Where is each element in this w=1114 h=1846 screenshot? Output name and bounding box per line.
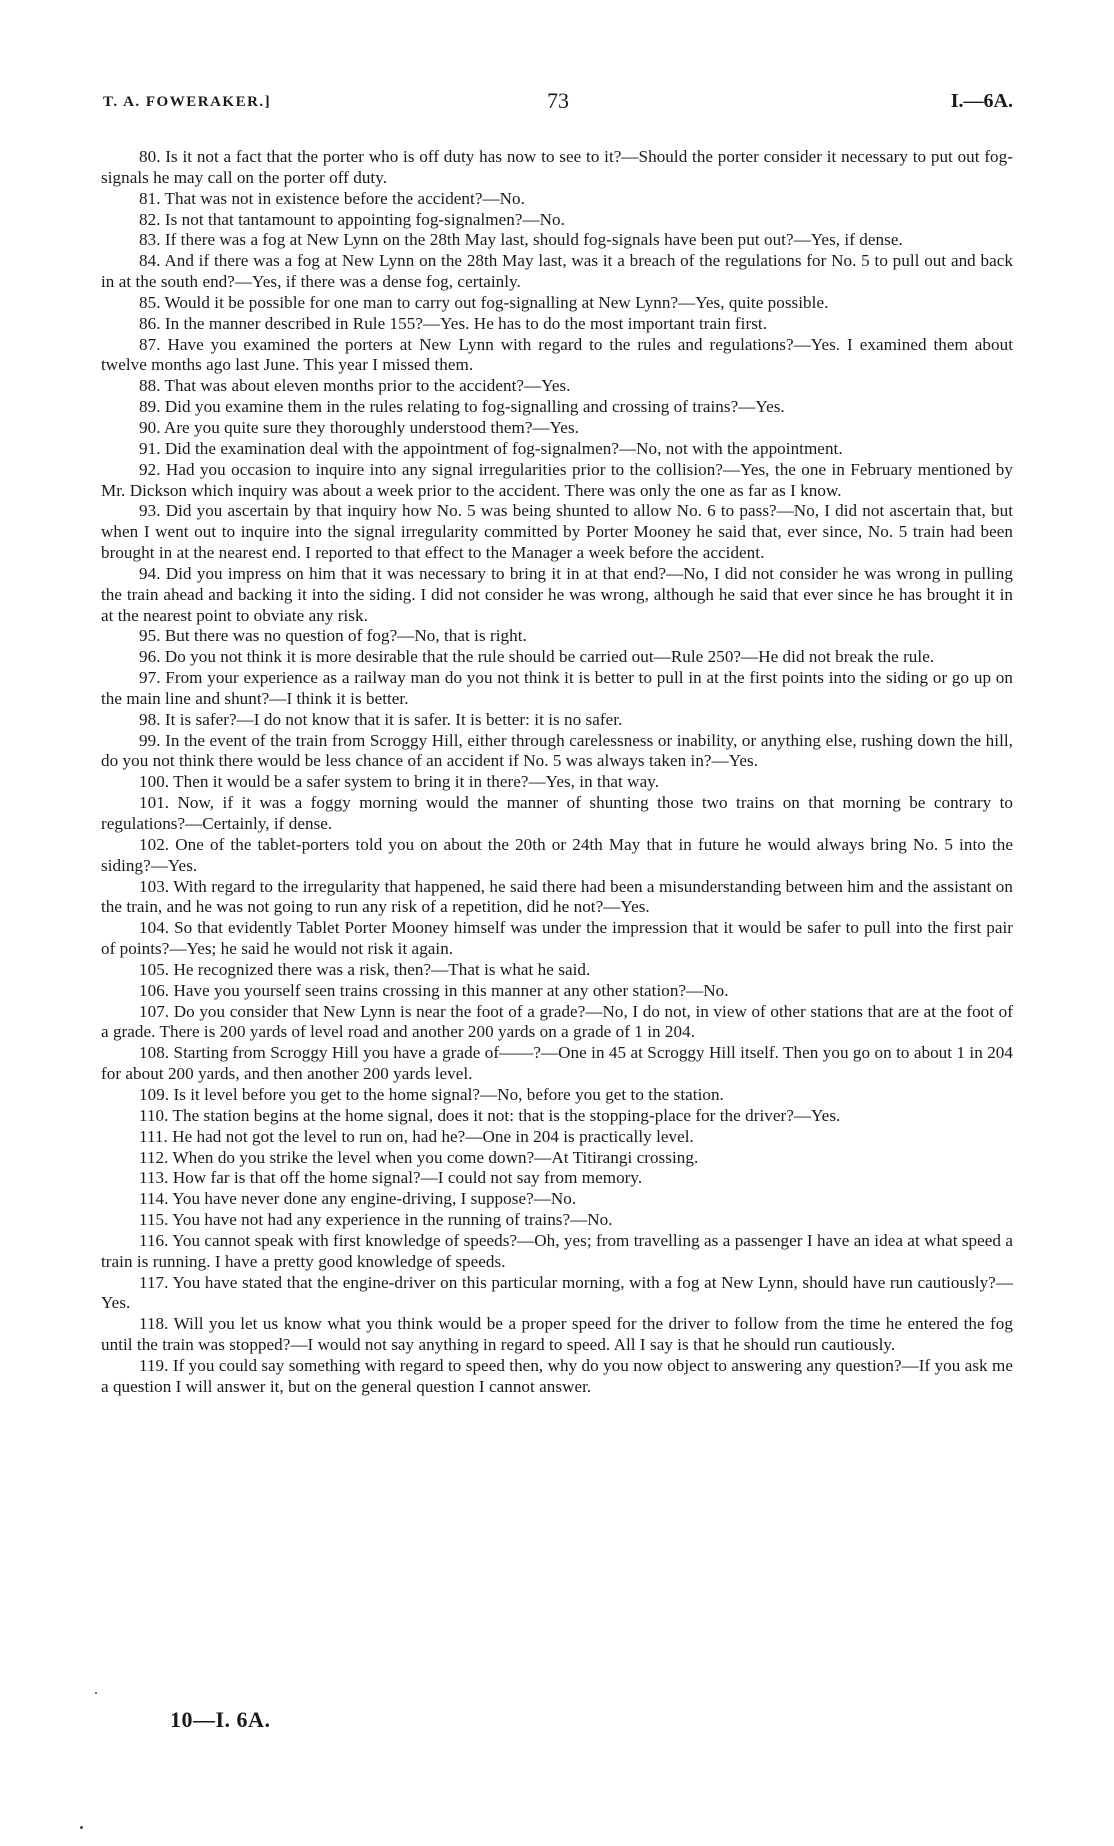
question-number: 115.: [139, 1210, 169, 1230]
question-answer-text: Are you quite sure they thoroughly understood them?—Yes.: [163, 417, 579, 437]
question-answer-paragraph: [101, 668, 1013, 710]
question-answer-text: Did you impress on him that it was necessary to bring it in at that end?—No, I did not consider he was wrong in pulling the train ahead and backing it into the siding. I did not consider he was wrong, although he said that ever since he has brought it in at the nearest point to obviate any risk.: [101, 563, 1014, 625]
question-answer-text: In the manner described in Rule 155?—Yes. He has to do the most important train first.: [164, 313, 768, 333]
question-answer-text: When do you strike the level when you come down?—At Titirangi crossing.: [172, 1147, 699, 1167]
question-answer-text: One of the tablet-porters told you on about the 20th or 24th May that in future he would always bring No. 5 into the siding?—Yes.: [101, 834, 1013, 875]
question-answer-paragraph: [101, 731, 1013, 773]
question-number: 112.: [139, 1147, 169, 1167]
question-number: 109.: [139, 1084, 170, 1104]
question-answer-paragraph: [101, 918, 1013, 960]
question-answer-text: It is safer?—I do not know that it is safer. It is better: it is no safer.: [164, 709, 623, 729]
question-answer-text: Had you occasion to inquire into any signal irregularities prior to the collision?—Yes, the one in February mentioned by Mr. Dickson which inquiry was about a week prior to the accident. There was only the one as far as I know.: [101, 459, 1013, 500]
question-number: 108.: [139, 1043, 170, 1063]
question-answer-paragraph: [101, 626, 1013, 647]
question-number: 83.: [139, 230, 161, 250]
question-number: 99.: [139, 730, 161, 750]
question-answer-text: From your experience as a railway man do you not think it is better to pull in at the first points into the siding or go up on the main line and shunt?—I think it is better.: [101, 668, 1013, 708]
question-answer-paragraph: [101, 1168, 1013, 1189]
question-answer-paragraph: [101, 1002, 1013, 1044]
question-answer-text: If you could say something with regard to speed then, why do you now object to answering any question?—If you ask me a question I will answer it, but on the general question I cannot answer.: [101, 1355, 1013, 1396]
question-number: 86.: [139, 313, 161, 333]
question-answer-paragraph: [101, 960, 1013, 981]
question-number: 90.: [139, 417, 161, 437]
question-answer-text: Do you not think it is more desirable that the rule should be carried out—Rule 250?—He did not break the rule.: [164, 647, 935, 667]
question-answer-paragraph: [101, 335, 1013, 377]
question-answer-paragraph: [101, 772, 1013, 793]
question-answer-text: Now, if it was a foggy morning would the manner of shunting those two trains on that morning be contrary to regulations?—Certainly, if dense.: [101, 793, 1013, 833]
question-number: 102.: [139, 834, 170, 854]
question-answer-text: Did you ascertain by that inquiry how No. 5 was being shunted to allow No. 6 to pass?—No, I did not ascertain that, but when I went out to inquire into the signal irregularity committed by Porter Mooney he said that, ever since, No. 5 train had been brought in at the nearest end. I reported to that effect to the Manager a week before the accident.: [101, 501, 1013, 563]
question-answer-paragraph: [101, 1210, 1013, 1231]
question-answer-paragraph: [101, 1043, 1013, 1085]
question-number: 92.: [139, 459, 161, 479]
question-answer-paragraph: [101, 1314, 1013, 1356]
question-number: 97.: [139, 668, 161, 688]
question-answer-paragraph: [101, 710, 1013, 731]
question-answer-paragraph: [101, 835, 1013, 877]
document-reference: I.—6A.: [950, 90, 1013, 112]
question-answer-text: Is it level before you get to the home signal?—No, before you get to the station.: [173, 1084, 724, 1104]
question-answer-paragraph: [101, 1356, 1013, 1398]
question-number: 105.: [139, 959, 170, 979]
question-answer-paragraph: [101, 293, 1013, 314]
question-answer-text: Is it not a fact that the porter who is off duty has now to see to it?—Should the porter consider it necessary to put out fog-signals he may call on the porter off duty.: [101, 147, 1013, 187]
question-number: 94.: [139, 563, 161, 583]
question-number: 114.: [139, 1189, 169, 1209]
question-answer-paragraph: [101, 189, 1013, 210]
question-answer-text: Then it would be a safer system to bring it in there?—Yes, in that way.: [173, 772, 660, 792]
question-answer-text: Would it be possible for one man to carry out fog-signalling at New Lynn?—Yes, quite possible.: [164, 292, 829, 312]
question-number: 113.: [139, 1168, 169, 1188]
question-number: 100.: [139, 772, 170, 792]
question-answer-paragraph: [101, 1273, 1013, 1315]
question-answer-text: You have stated that the engine-driver on this particular morning, with a fog at New Lynn, should have run cautiously?—Yes.: [101, 1272, 1013, 1313]
question-answer-text: If there was a fog at New Lynn on the 28th May last, should fog-signals have been put out?—Yes, if dense.: [164, 230, 903, 250]
question-answer-paragraph: [101, 1231, 1013, 1273]
printer-signature: 10—I. 6A.: [170, 1707, 271, 1732]
question-answer-paragraph: [101, 210, 1013, 231]
question-number: 106.: [139, 980, 170, 1000]
question-number: 116.: [139, 1230, 169, 1250]
question-number: 91.: [139, 438, 161, 458]
question-answer-text: Have you yourself seen trains crossing in this manner at any other station?—No.: [173, 980, 729, 1000]
question-number: 118.: [139, 1314, 169, 1334]
question-number: 101.: [139, 793, 170, 813]
question-answer-paragraph: [101, 460, 1013, 502]
question-answer-text: The station begins at the home signal, does it not: that is the stopping-place for the driver?—Yes.: [172, 1105, 841, 1125]
question-answer-text: So that evidently Tablet Porter Mooney himself was under the impression that it would be safer to pull into the first pair of points?—Yes; he said he would not risk it again.: [101, 918, 1013, 959]
question-answer-paragraph: [101, 981, 1013, 1002]
question-number: 82.: [139, 209, 161, 229]
question-answer-paragraph: [101, 1106, 1013, 1127]
question-number: 98.: [139, 709, 161, 729]
print-speck: [80, 1826, 83, 1829]
question-number: 80.: [139, 147, 161, 166]
question-number: 110.: [139, 1105, 169, 1125]
question-answer-text: Starting from Scroggy Hill you have a grade of——?—One in 45 at Scroggy Hill itself. Then you go on to about 1 in 204 for about 200 yards, and then another 200 yards level.: [101, 1043, 1013, 1084]
question-number: 85.: [139, 292, 161, 312]
question-answer-paragraph: [101, 397, 1013, 418]
question-answer-paragraph: [101, 1148, 1013, 1169]
question-number: 87.: [139, 334, 161, 354]
question-answer-paragraph: [101, 877, 1013, 919]
question-answer-text: That was about eleven months prior to the accident?—Yes.: [164, 376, 571, 396]
question-answer-paragraph: [101, 251, 1013, 293]
question-answer-text: With regard to the irregularity that happened, he said there had been a misunderstanding between him and the assistant on the train, and he was not going to run any risk of a repetition, did he not?—Yes.: [101, 876, 1013, 917]
question-answer-text: Did you examine them in the rules relating to fog-signalling and crossing of trains?—Yes.: [164, 397, 785, 417]
question-answer-paragraph: [101, 1189, 1013, 1210]
question-answer-text: Is not that tantamount to appointing fog-signalmen?—No.: [164, 209, 565, 229]
page-number: 73: [547, 88, 569, 113]
question-answer-text: You have never done any engine-driving, I suppose?—No.: [172, 1189, 577, 1209]
question-answer-paragraph: [101, 439, 1013, 460]
page-header: [103, 88, 1013, 118]
question-answer-paragraph: [101, 564, 1013, 627]
question-answer-paragraph: [101, 1085, 1013, 1106]
question-number: 107.: [139, 1001, 170, 1021]
question-answer-text: Have you examined the porters at New Lynn with regard to the rules and regulations?—Yes. I examined them about twelve months ago last June. This year I missed them.: [101, 334, 1013, 375]
question-number: 117.: [139, 1272, 169, 1292]
question-answer-paragraph: [101, 314, 1013, 335]
question-number: 81.: [139, 188, 161, 208]
question-answer-paragraph: [101, 647, 1013, 668]
question-number: 111.: [139, 1126, 168, 1146]
question-answer-paragraph: [101, 1127, 1013, 1148]
question-answer-paragraph: [101, 501, 1013, 564]
question-number: 88.: [139, 376, 161, 396]
question-answer-text: But there was no question of fog?—No, that is right.: [164, 626, 527, 646]
question-number: 103.: [139, 876, 170, 896]
question-answer-text: He had not got the level to run on, had he?—One in 204 is practically level.: [172, 1126, 694, 1146]
question-number: 93.: [139, 501, 161, 521]
question-answer-text: That was not in existence before the accident?—No.: [164, 188, 525, 208]
question-number: 95.: [139, 626, 161, 646]
question-number: 104.: [139, 918, 170, 938]
question-number: 96.: [139, 647, 161, 667]
question-number: 89.: [139, 397, 161, 417]
question-answer-text: Do you consider that New Lynn is near the foot of a grade?—No, I do not, in view of other stations that are at the foot of a grade. There is 200 yards of level road and another 200 yards on a grade of 1 in 204.: [101, 1001, 1013, 1042]
question-answer-text: He recognized there was a risk, then?—That is what he said.: [173, 959, 591, 979]
question-answer-text: In the event of the train from Scroggy Hill, either through carelessness or inability, or anything else, rushing down the hill, do you not think there would be less chance of an accident if No. 5 was always taken in?—Yes.: [101, 730, 1013, 771]
question-answer-text: Will you let us know what you think would be a proper speed for the driver to follow from the time he entered the fog until the train was stopped?—I would not say anything in regard to speed. All I say is that he should run cautiously.: [101, 1314, 1013, 1355]
question-answer-paragraph: [101, 793, 1013, 835]
print-speck: [95, 1692, 97, 1694]
testimony-body: [101, 147, 1013, 1398]
question-answer-paragraph: [101, 418, 1013, 439]
question-answer-paragraph: [101, 376, 1013, 397]
question-number: 119.: [139, 1355, 169, 1375]
question-answer-paragraph: [101, 230, 1013, 251]
question-answer-text: You have not had any experience in the running of trains?—No.: [172, 1210, 613, 1230]
question-answer-paragraph: [101, 147, 1013, 189]
question-answer-text: You cannot speak with first knowledge of speeds?—Oh, yes; from travelling as a passenger I have an idea at what speed a train is running. I have a pretty good knowledge of speeds.: [101, 1230, 1013, 1271]
question-answer-text: And if there was a fog at New Lynn on the 28th May last, was it a breach of the regulations for No. 5 to pull out and back in at the south end?—Yes, if there was a dense fog, certainly.: [101, 251, 1013, 292]
witness-name: T. A. FOWERAKER.]: [103, 94, 272, 110]
question-answer-text: Did the examination deal with the appointment of fog-signalmen?—No, not with the appointment.: [164, 438, 843, 458]
question-answer-text: How far is that off the home signal?—I could not say from memory.: [172, 1168, 643, 1188]
question-number: 84.: [139, 251, 161, 271]
